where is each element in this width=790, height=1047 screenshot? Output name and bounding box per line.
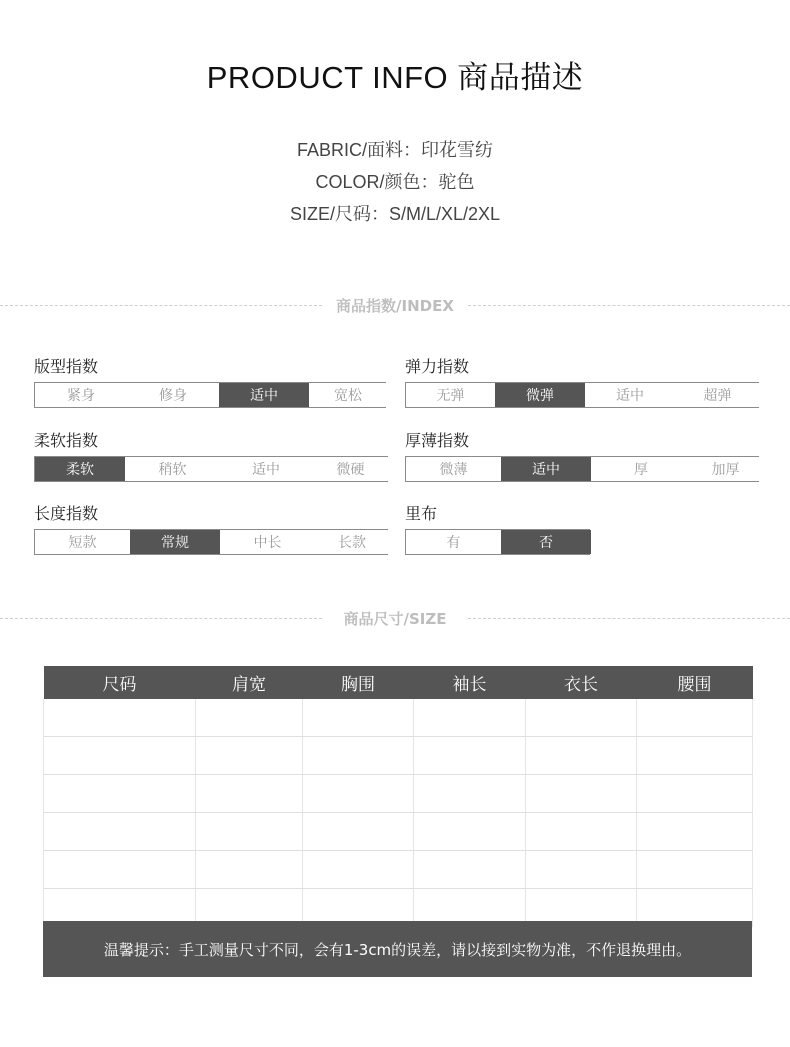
table-cell [44, 775, 196, 813]
table-cell [196, 813, 303, 851]
index-title: 版型指数 [34, 357, 99, 376]
size-info: SIZE/尺码：S/M/L/XL/2XL [289, 204, 501, 224]
index-option: 适中 [585, 383, 675, 407]
index-option: 紧身 [35, 383, 127, 407]
index-option: 超弹 [675, 383, 760, 407]
table-cell [526, 813, 637, 851]
table-cell [414, 775, 526, 813]
index-option: 适中 [220, 457, 312, 481]
index-option-selected: 适中 [501, 457, 591, 481]
size-section-label: 商品尺寸/SIZE [343, 610, 447, 628]
table-cell [637, 775, 753, 813]
index-bar [405, 382, 759, 408]
index-option: 长款 [315, 530, 389, 554]
index-title: 弹力指数 [405, 357, 470, 376]
index-option-selected: 微弹 [495, 383, 585, 407]
index-bar [34, 456, 388, 482]
table-cell [44, 699, 196, 737]
divider-line-right [468, 618, 790, 619]
table-cell [44, 737, 196, 775]
index-option-selected: 否 [501, 530, 591, 554]
index-group [405, 503, 759, 555]
table-cell [196, 775, 303, 813]
index-option-selected: 柔软 [35, 457, 125, 481]
measurement-note: 温馨提示：手工测量尺寸不同，会有1-3cm的误差，请以接到实物为准，不作退换理由。 [43, 921, 752, 977]
table-cell [44, 851, 196, 889]
index-option: 修身 [127, 383, 219, 407]
table-cell [637, 851, 753, 889]
index-option: 微薄 [406, 457, 501, 481]
table-cell [637, 813, 753, 851]
size-table-header-cell: 尺码 [44, 666, 196, 699]
table-cell [196, 851, 303, 889]
index-option: 加厚 [691, 457, 760, 481]
table-cell [414, 737, 526, 775]
table-row [44, 851, 753, 889]
index-option: 无弹 [406, 383, 495, 407]
index-group [405, 430, 759, 482]
table-cell [414, 851, 526, 889]
table-cell [526, 851, 637, 889]
index-bar [34, 529, 388, 555]
index-group [34, 503, 388, 555]
color-info: COLOR/颜色：驼色 [315, 172, 475, 192]
table-cell [196, 737, 303, 775]
index-section-label: 商品指数/INDEX [336, 297, 454, 315]
index-bar [405, 456, 759, 482]
size-table-header [44, 666, 753, 699]
size-divider [0, 609, 790, 629]
index-option: 厚 [591, 457, 691, 481]
table-cell [526, 737, 637, 775]
divider-line-left [0, 305, 322, 306]
divider-line-left [0, 618, 322, 619]
index-option: 有 [406, 530, 501, 554]
index-title: 长度指数 [34, 504, 99, 523]
index-bar [405, 529, 590, 555]
table-cell [196, 699, 303, 737]
table-cell [303, 775, 414, 813]
table-row [44, 775, 753, 813]
size-table-header-cell: 衣长 [526, 666, 637, 699]
index-bar [34, 382, 386, 408]
index-option: 宽松 [309, 383, 387, 407]
table-cell [303, 699, 414, 737]
size-table-header-cell: 袖长 [414, 666, 526, 699]
index-option: 中长 [220, 530, 315, 554]
fabric-info: FABRIC/面料：印花雪纺 [296, 140, 493, 160]
size-table-header-cell: 腰围 [637, 666, 753, 699]
table-cell [44, 813, 196, 851]
index-option: 稍软 [125, 457, 220, 481]
table-cell [303, 737, 414, 775]
table-cell [414, 813, 526, 851]
size-table-header-cell: 胸围 [303, 666, 414, 699]
index-group [34, 356, 388, 408]
index-divider [0, 296, 790, 316]
table-cell [526, 775, 637, 813]
index-group [405, 356, 759, 408]
table-cell [526, 699, 637, 737]
table-cell [637, 737, 753, 775]
table-row [44, 813, 753, 851]
table-cell [303, 851, 414, 889]
index-title: 柔软指数 [34, 431, 99, 450]
size-table-header-cell: 肩宽 [196, 666, 303, 699]
index-option-selected: 适中 [219, 383, 309, 407]
index-option-selected: 常规 [130, 530, 220, 554]
table-row [44, 699, 753, 737]
index-title: 里布 [405, 504, 438, 523]
index-option: 微硬 [312, 457, 389, 481]
page-title: PRODUCT INFO 商品描述 [206, 60, 584, 95]
table-row [44, 737, 753, 775]
index-option: 短款 [35, 530, 130, 554]
index-group [34, 430, 388, 482]
index-title: 厚薄指数 [405, 431, 470, 450]
table-cell [637, 699, 753, 737]
table-cell [414, 699, 526, 737]
size-table [43, 666, 753, 927]
divider-line-right [468, 305, 790, 306]
table-cell [303, 813, 414, 851]
